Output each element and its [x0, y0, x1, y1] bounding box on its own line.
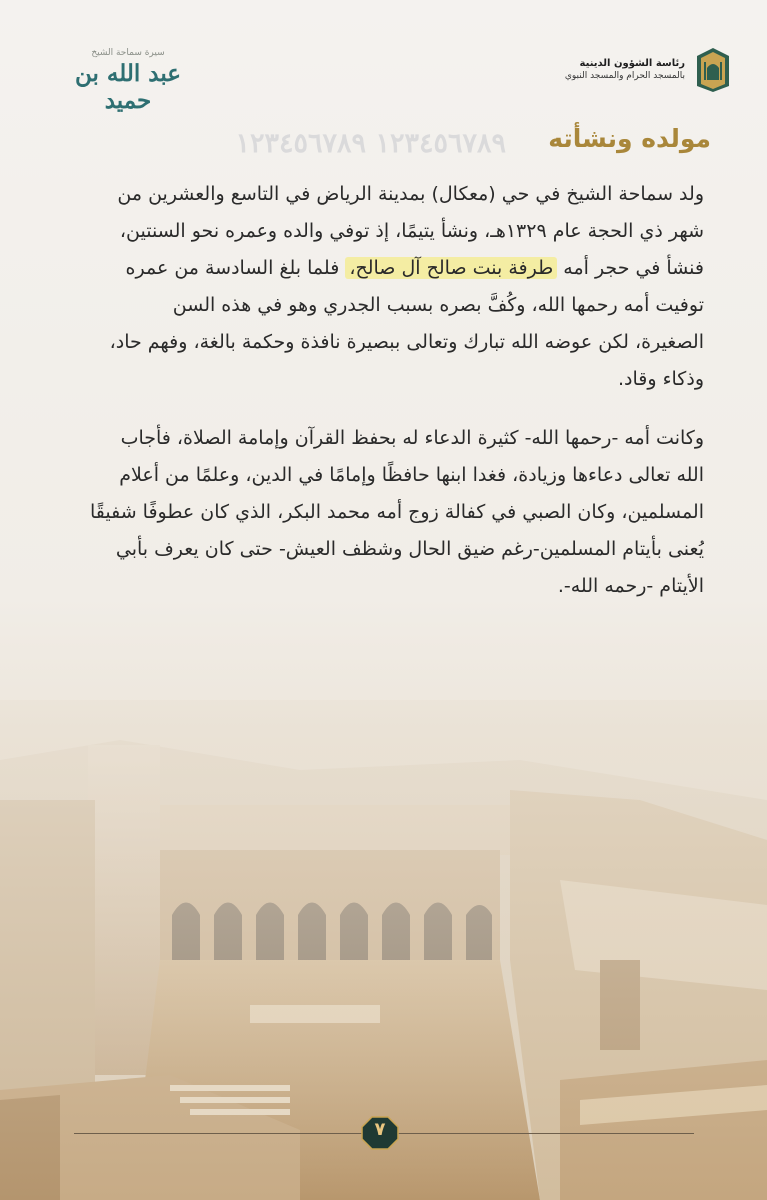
highlighted-mother-name: طرفة بنت صالح آل صالح، — [345, 257, 557, 279]
sheikh-name-logo — [58, 48, 198, 114]
org-name-line1: رئاسة الشؤون الدينية — [579, 58, 685, 69]
heading-decor: ١٢٣٤٥٦٧٨٩ ١٢٣٤٥٦٧٨٩ — [235, 128, 506, 159]
section-heading: مولده ونشأته — [548, 124, 711, 153]
paragraph-birth — [64, 176, 704, 398]
paragraph-upbringing — [64, 420, 704, 605]
text-line: توفيت أمه رحمها الله، وكُفَّ بصره بسبب الجدري وهو في هذه السن — [172, 294, 704, 316]
text-segment: فلما بلغ السادسة من عمره — [125, 257, 346, 279]
text-line: ولد سماحة الشيخ في حي (معكال) بمدينة الرياض في التاسع والعشرين من — [117, 183, 704, 205]
logo-subtitle: سيرة سماحة الشيخ — [91, 48, 165, 58]
org-name-line2: بالمسجد الحرام والمسجد النبوي — [564, 71, 685, 81]
page-number: ٧ — [374, 1119, 386, 1140]
text-line: وذكاء وقاد. — [618, 368, 704, 390]
text-line: المسلمين، وكان الصبي في كفالة زوج أمه محمد البكر، الذي كان عطوفًا شفيقًا — [89, 501, 704, 523]
text-line: الله تعالى دعاءها وزيادة، فغدا ابنها حافظًا وإمامًا في الدين، وعلمًا من أعلام — [119, 464, 704, 486]
text-line: الصغيرة، لكن عوضه الله تبارك وتعالى ببصيرة نافذة وحكمة بالغة، وفهم حاد، — [109, 331, 704, 353]
mosque-emblem-icon — [693, 46, 733, 94]
text-line: يُعنى بأيتام المسلمين-رغم ضيق الحال وشظف العيش- حتى كان يعرف بأبي — [115, 538, 704, 560]
text-line: الأيتام -رحمه الله-. — [557, 575, 704, 597]
text-line: شهر ذي الحجة عام ١٣٢٩هـ، ونشأ يتيمًا، إذ توفي والده وعمره نحو السنتين، — [119, 220, 704, 242]
text-line: وكانت أمه -رحمها الله- كثيرة الدعاء له بحفظ القرآن وإمامة الصلاة، فأجاب — [120, 427, 704, 449]
text-line — [64, 250, 704, 287]
text-segment: فنشأ في حجر أمه — [557, 257, 704, 279]
page-number-badge — [361, 1116, 399, 1150]
presidency-logo — [553, 46, 733, 96]
logo-calligraphy-name: عبد الله بن حميد — [74, 60, 181, 114]
